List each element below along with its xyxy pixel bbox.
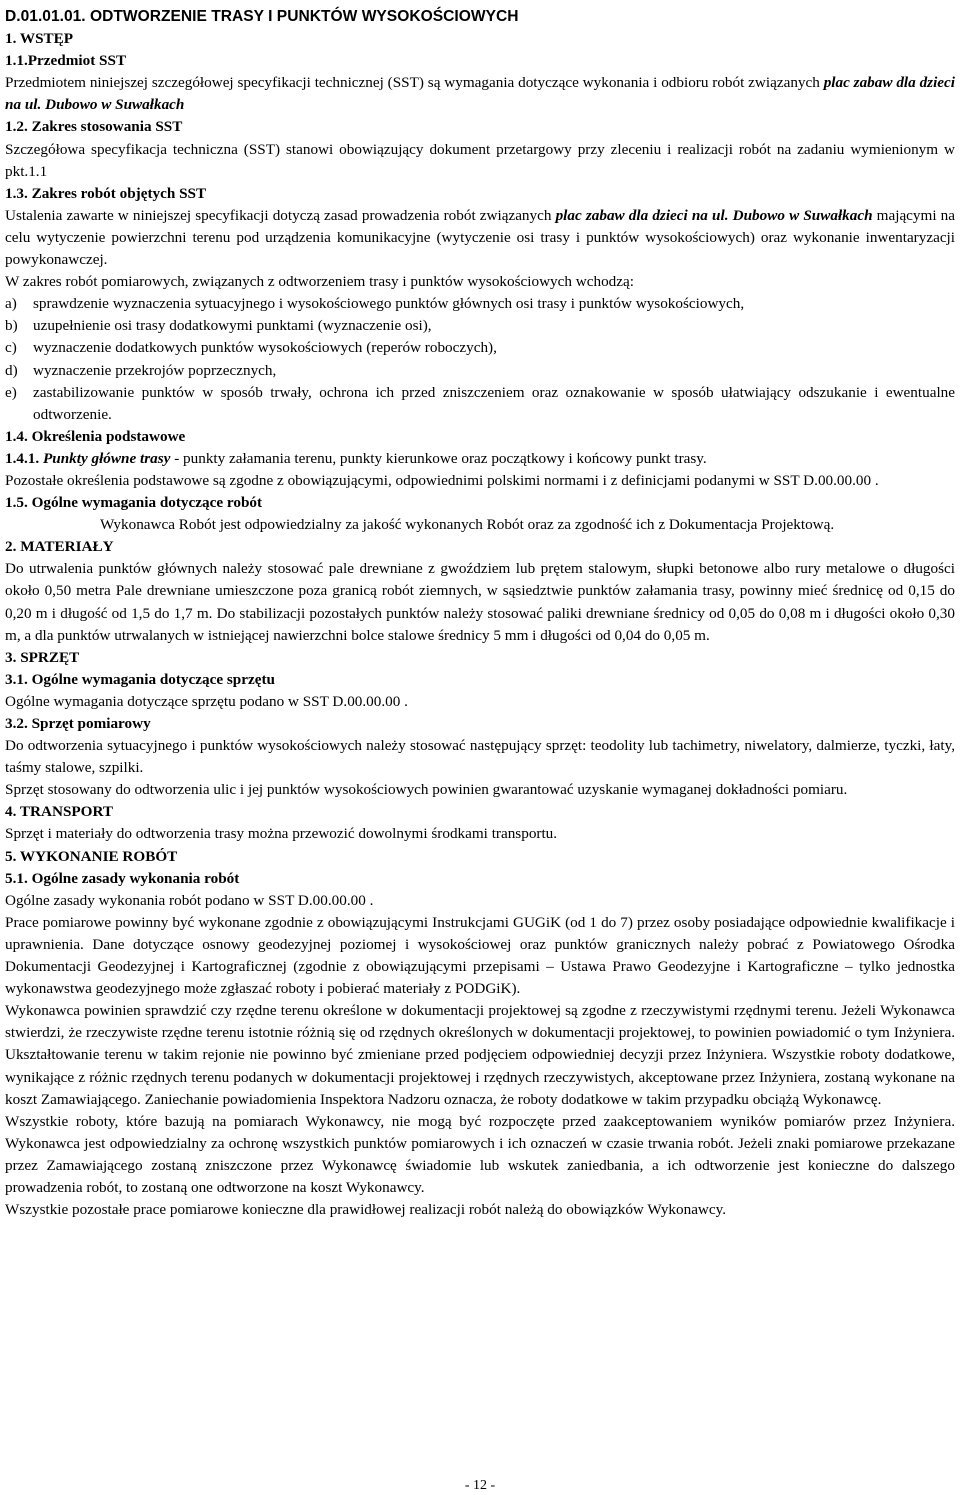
paragraph-5-1-c: Wykonawca powinien sprawdzić czy rzędne terenu określone w dokumentacji projektowej są zgodne z rzeczywistymi rzędnymi terenu. Jeżeli Wykonawca stwierdzi, że rzeczywiste rzędne terenu istotnie różnią się od rzędnych określonych w dokumentacji projektowej, to powinien powiadomić o tym Inżyniera. Ukształtowanie terenu w takim rejonie nie powinno być zmieniane przed podjęciem odpowiedniej decyzji przez Inżyniera. Wszystkie roboty dodatkowe, wynikające z różnic rzędnych terenu podanych w dokumentacji projektowej i rzędnych rzeczywistych, akceptowane przez Inżyniera, zostaną wykonane na koszt Zamawiającego. Zaniechanie powiadomienia Inspektora Nadzoru oznacza, że roboty dodatkowe w takim przypadku obciążą Wykonawcę. bbox=[5, 1002, 955, 1108]
list-item-text: uzupełnienie osi trasy dodatkowymi punktami (wyznaczenie osi), bbox=[33, 317, 432, 335]
subsection-3-2-heading: 3.2. Sprzęt pomiarowy bbox=[5, 715, 151, 732]
subsection-1-3-heading: 1.3. Zakres robót objętych SST bbox=[5, 184, 207, 202]
subsection-1-2-heading: 1.2. Zakres stosowania SST bbox=[5, 118, 183, 136]
defined-term: Punkty główne trasy bbox=[42, 449, 171, 467]
list-item-text: zastabilizowanie punktów w sposób trwały, ochrona ich przed zniszczeniem oraz oznakowanie w sposób ułatwiający odszukanie i ewentualne odtworzenie. bbox=[33, 383, 955, 423]
scope-list-item bbox=[5, 382, 955, 426]
paragraph-5-1-d: Wszystkie roboty, które bazują na pomiarach Wykonawcy, nie mogą być rozpoczęte przed zaakceptowaniem wyników pomiarów przez Inżyniera. Wykonawca jest odpowiedzialny za ochronę wszystkich punktów pomiarowych i ich oznaczeń w czasie trwania robót. Jeżeli znaki pomiarowe przekazane przez Zamawiającego zostaną zniszczone przez Wykonawcę świadomie lub wskutek zaniedbania, a ich odtworzenie jest konieczne do dalszego prowadzenia robót, to zostaną one odtworzone na koszt Wykonawcy. bbox=[5, 1112, 955, 1196]
list-item-text: sprawdzenie wyznaczenia sytuacyjnego i wysokościowego punktów głównych osi trasy i punktów wysokościowych, bbox=[33, 295, 745, 313]
paragraph-3-2a: Do odtworzenia sytuacyjnego i punktów wysokościowych należy stosować następujący sprzęt: teodolity lub tachimetry, niwelatory, dalmierze, tyczki, łaty, taśmy stalowe, szpilki. bbox=[5, 737, 955, 777]
subsection-1-1-heading: 1.1.Przedmiot SST bbox=[5, 52, 127, 70]
paragraph-4: Sprzęt i materiały do odtworzenia trasy można przewozić dowolnymi środkami transportu. bbox=[5, 825, 558, 843]
paragraph-3-1: Ogólne wymagania dotyczące sprzętu podano w SST D.00.00.00 . bbox=[5, 692, 408, 710]
scope-list-item bbox=[5, 293, 955, 315]
subsection-1-5-heading: 1.5. Ogólne wymagania dotyczące robót bbox=[5, 494, 263, 512]
document-title: D.01.01.01. ODTWORZENIE TRASY I PUNKTÓW WYSOKOŚCIOWYCH bbox=[5, 8, 519, 25]
subsection-3-1-heading: 3.1. Ogólne wymagania dotyczące sprzętu bbox=[5, 670, 275, 688]
paragraph-1-4-more: Pozostałe określenia podstawowe są zgodne z obowiązującymi, odpowiednimi polskimi normami i z definicjami podanymi w SST D.00.00.00 . bbox=[5, 471, 879, 489]
paragraph-5-1-a: Ogólne zasady wykonania robót podano w SST D.00.00.00 . bbox=[5, 891, 374, 909]
section-2-heading: 2. MATERIAŁY bbox=[5, 538, 114, 556]
list-marker: b) bbox=[5, 317, 18, 335]
paragraph-1-2: Szczegółowa specyfikacja techniczna (SST) stanowi obowiązujący dokument przetargowy przy zleceniu i realizacji robót na zadaniu wymienionym w pkt.1.1 bbox=[5, 140, 955, 180]
project-location: Dubowo w Suwałkach bbox=[732, 206, 873, 224]
paragraph-2: Do utrwalenia punktów głównych należy stosować pale drewniane z gwoździem lub prętem stalowym, słupki betonowe albo rury metalowe o długości około 0,50 metra Pale drewniane umieszczone poza granicą robót ziemnych, w sąsiedztwie punktów załamania trasy, powinny mieć średnicę od 0,15 do 0,20 m i długość od 1,5 do 1,7 m. Do stabilizacji pozostałych punktów należy stosować paliki drewniane średnicy od 0,05 do 0,08 m i długości około 0,30 m, a dla punktów utrwalanych w istniejącej nawierzchni bolce stalowe średnicy 5 mm i długości od 0,04 do 0,05 m. bbox=[5, 560, 955, 644]
project-name: plac zabaw dla dzieci na ul. bbox=[555, 206, 729, 224]
list-marker: c) bbox=[5, 339, 17, 357]
scope-list-item bbox=[5, 337, 955, 359]
list-marker: a) bbox=[5, 295, 17, 313]
list-item-text: wyznaczenie dodatkowych punktów wysokościowych (reperów roboczych), bbox=[33, 339, 497, 357]
section-1-heading: 1. WSTĘP bbox=[5, 30, 74, 48]
paragraph-1-1: Przedmiotem niniejszej szczegółowej specyfikacji technicznej (SST) są wymagania dotyczące wykonania i odbioru robót związanych plac zabaw dla dzieci na ul. Dubowo w Suwałkach bbox=[5, 74, 955, 114]
section-3-heading: 3. SPRZĘT bbox=[5, 648, 80, 666]
scope-list bbox=[5, 293, 955, 426]
paragraph-5-1-b: Prace pomiarowe powinny być wykonane zgodnie z obowiązującymi Instrukcjami GUGiK (od 1 do 7) przez osoby posiadające odpowiednie kwalifikacje i uprawnienia. Dane dotyczące osnowy geodezyjnej poziomej i wysokościowej oraz punktów granicznych należy pobrać z Powiatowego Ośrodka Dokumentacji Geodezyjnej i Kartograficznej (zgodnie z obowiązującymi przepisami – Ustawa Prawo Geodezyjne i Kartograficzne – tylko jednostka wykonawstwa geodezyjnego może zgłaszać roboty i pobierać materiały z PODGiK). bbox=[5, 913, 955, 998]
paragraph-1-5: Wykonawca Robót jest odpowiedzialny za jakość wykonanych Robót oraz za zgodność ich z Dokumentacja Projektową. bbox=[100, 516, 835, 534]
paragraph-1-4-1: 1.4.1. Punkty główne trasy - punkty załamania terenu, punkty kierunkowe oraz początkowy i końcowy punkt trasy. bbox=[5, 449, 707, 467]
section-5-heading: 5. WYKONANIE ROBÓT bbox=[5, 847, 178, 865]
paragraph-1-3: Ustalenia zawarte w niniejszej specyfikacji dotyczą zasad prowadzenia robót związanych plac zabaw dla dzieci na ul. Dubowo w Suwałkach mającymi na celu wytyczenie powierzchni terenu pod urządzenia komunikacyjne (wytyczenie osi trasy i punktów wysokościowych) oraz wykonanie inwentaryzacji powykonawczej. bbox=[5, 206, 956, 269]
list-item-text: wyznaczenie przekrojów poprzecznych, bbox=[33, 361, 277, 379]
paragraph-3-2b: Sprzęt stosowany do odtworzenia ulic i jej punktów wysokościowych powinien gwarantować uzyskanie wymaganej dokładności pomiaru. bbox=[5, 781, 848, 799]
list-marker: e) bbox=[5, 383, 17, 401]
document-page bbox=[5, 6, 955, 1221]
list-marker: d) bbox=[5, 361, 18, 379]
scope-list-item bbox=[5, 315, 955, 337]
scope-list-item bbox=[5, 360, 955, 382]
section-4-heading: 4. TRANSPORT bbox=[5, 803, 114, 821]
scope-intro: W zakres robót pomiarowych, związanych z odtworzeniem trasy i punktów wysokościowych wchodzą: bbox=[5, 273, 634, 291]
page-number: - 12 - bbox=[464, 1478, 496, 1493]
subsection-1-4-heading: 1.4. Określenia podstawowe bbox=[5, 427, 186, 445]
subsection-5-1-heading: 5.1. Ogólne zasady wykonania robót bbox=[5, 869, 240, 887]
paragraph-5-1-e: Wszystkie pozostałe prace pomiarowe konieczne dla prawidłowej realizacji robót należą do obowiązków Wykonawcy. bbox=[5, 1201, 727, 1219]
project-name: plac zabaw dla dzieci na ul. Dubowo w Suwałkach bbox=[5, 74, 955, 114]
